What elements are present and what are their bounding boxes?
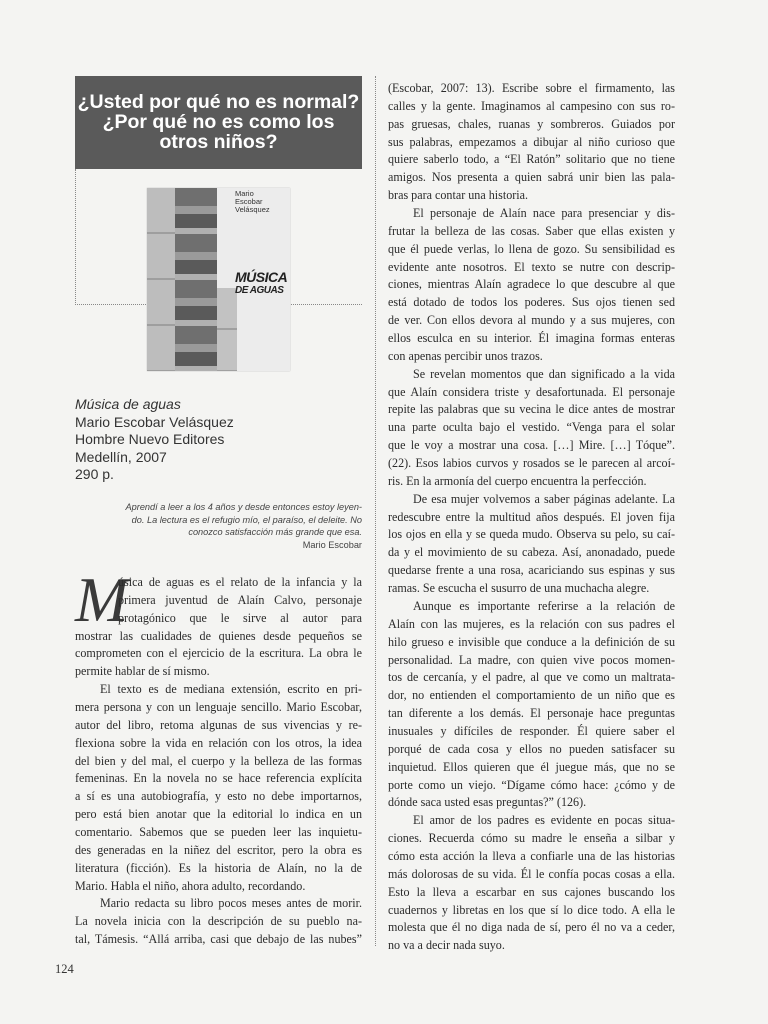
text-line: De esa mujer volvemos a saber páginas adelante. La (413, 491, 675, 506)
text-line: primera juventud de Alaín Calvo, personaje (118, 592, 362, 607)
text-line: Esto la lleva a escarbar en sus cajones buscando los (388, 884, 675, 899)
book-pages: 290 p. (75, 466, 114, 482)
book-place-year: Medellín, 2007 (75, 448, 167, 465)
text-line: femeninas. En la novela no se hace referencia explícita (75, 771, 362, 786)
epigraph-signature: Mario Escobar (302, 539, 362, 550)
text-line: mera persona y con un lenguaje sencillo. Mario Escobar, (75, 700, 362, 715)
text-line: autor del libro, retoma algunas de sus vivencias y re- (75, 717, 362, 732)
left-column-text (75, 574, 362, 949)
text-line: (22). Esos labios curvos y rosados se le parecen al arcoí- (388, 456, 675, 471)
drop-cap: M (75, 564, 129, 635)
text-line: calles y la gente. Imaginamos al campesino con sus ro- (388, 98, 675, 113)
text-line: los ojos en ella y se queda mudo. Observa su pelo, su caí- (388, 527, 675, 542)
text-line: mostrar las cualidades de quienes desde pequeños se (75, 628, 362, 643)
text-line: Alaín con las mujeres, es la relación con sus padres el (388, 616, 675, 631)
text-line: está dotado de todos los poderes. Sus ojos tienen sed (388, 295, 675, 310)
text-line: El personaje de Alaín nace para presenciar y dis- (413, 206, 675, 221)
text-line: no va a decir nada suyo. (388, 938, 505, 953)
text-line: porqué de cada cosa y ellos no pueden satisfacer su (388, 741, 675, 756)
text-line: quiere saberlo todo, a “El Ratón” solitario que no tiene (388, 152, 675, 167)
text-line: frutar la belleza de las cosas. Saber que ellas existen y (388, 223, 675, 238)
cover-author: Mario Escobar Velásquez (235, 189, 270, 214)
text-line: porte como un viejo. “Dígame cómo hace: ¿cómo y de (388, 777, 675, 792)
text-line: redescubre entre la multitud años después. El joven fija (388, 509, 675, 524)
text-line: permite hablar de sí mismo. (75, 664, 210, 679)
text-line: bras para contar una historia. (388, 188, 529, 203)
text-line: comentario. Sabemos que se pueden leer las inquietu- (75, 825, 362, 840)
cover-stone-strip-decoration (175, 188, 217, 371)
book-publisher: Hombre Nuevo Editores (75, 431, 225, 447)
article-title (75, 76, 362, 169)
text-line: flexiona sobre la vida en relación con los otros, la idea (75, 735, 362, 750)
text-line: ciones. Recuerda cómo su madre le enseña a silbar y (388, 831, 675, 846)
text-line: cómo esta acción la lleva a confiarle una de las historias (388, 848, 675, 863)
text-line: que Alaín considera triste y desafortunada. El personaje (388, 384, 675, 399)
text-line: inquietud. Ellos quieren que él juegue más, que no se (388, 759, 675, 774)
text-line: a sí es una autobiografía, y esto no debe importarnos, (75, 789, 362, 804)
text-line: literatura (ficción). Es la historia de Alaín, no la de (75, 860, 362, 875)
bibliographic-info (75, 396, 362, 484)
text-line: dónde saca usted esas preguntas?” (126). (388, 795, 587, 810)
text-line: cuadernos y libretas en los que sí lo dice todo. A ella le (388, 902, 675, 917)
text-line: evidente ante nosotros. El texto se nutre con descrip- (388, 259, 675, 274)
epigraph: Aprendí a leer a los 4 años y desde entonces estoy leyen- do. La lectura es el refugio mío, el paraíso, el deleite. No conozco satisfacción más grande que esa. Mario Escobar (110, 501, 362, 551)
text-line: que él puede verlas, lo llena de gozo. Su sensibilidad es (388, 241, 675, 256)
text-line: tal, Támesis. “Allá arriba, casi que debajo de las nubes” (75, 932, 362, 947)
title-line-1: ¿Usted por qué no es normal? (77, 91, 360, 113)
text-line: ciones, mientras Alaín agradece lo que descubre al que (388, 277, 675, 292)
text-line: hilo grueso e invisible que conduce a la definición de su (388, 634, 675, 649)
text-line: La novela inicia con la descripción de su pueblo na- (75, 914, 362, 929)
text-line: inusuales y difíciles de responder. Él quiere saber el (388, 723, 675, 738)
text-line: Mario redacta su libro pocos meses antes de morir. (100, 896, 362, 911)
text-line: úsica de aguas es el relato de la infancia y la (118, 575, 362, 589)
cover-title: MÚSICA DE AGUAS (235, 269, 288, 296)
right-column-text (388, 80, 675, 955)
cover-tiles-decoration (147, 188, 175, 371)
text-line: Aunque es importante referirse a la relación de (413, 598, 675, 613)
text-line: comprometen con el ejercicio de la escritura. La obra le (75, 646, 362, 661)
text-line: con apenas percibir unos trazos. (388, 348, 543, 363)
text-line: des generadas en la niñez del escritor, pero la obra es (75, 842, 362, 857)
text-line: personalidad. La madre, con quien vive pocos momen- (388, 652, 675, 667)
text-line: protagónico que le sirve al autor para (118, 610, 362, 625)
text-line: Se revelan momentos que dan significado a la vida (413, 366, 675, 381)
text-line: pero está bien anotar que la editorial lo indica en un (75, 807, 362, 822)
text-line: más dolorosas de su vida. Él le confía pocas cosas a ella. (388, 866, 675, 881)
text-line: da y el movimiento de su cabeza. Así, anonadado, puede (388, 545, 675, 560)
text-line: de ver. Con ellos devora al mundo y a sus mujeres, con (388, 313, 675, 328)
text-line: tan diferente a los demás. El personaje hace preguntas (388, 706, 675, 721)
text-line: repite las palabras que su vecina le dice antes de mostrar (388, 402, 675, 417)
title-line-2: ¿Por qué no es como los (102, 111, 335, 133)
text-line: (Escobar, 2007: 13). Escribe sobre el firmamento, las (388, 81, 675, 95)
text-line: quedarse frente a una rosa, acariciando sus espinas y sus (388, 563, 675, 578)
text-line: ellos esculca en su interior. Él imagina formas enteras (388, 331, 675, 346)
column-divider (375, 76, 376, 946)
text-line: Mario. Habla el niño, ahora adulto, recordando. (75, 878, 306, 893)
book-title: Música de aguas (75, 396, 181, 412)
title-line-3: otros niños? (159, 131, 278, 153)
text-line: ramas. Se escucha el susurro de una muchacha alegre. (388, 581, 650, 596)
text-line: El texto es de mediana extensión, escrito en pri- (100, 682, 362, 697)
text-line: molesta que él no diga nada de sí, pero él no va a ceder, (388, 920, 675, 935)
book-author: Mario Escobar Velásquez (75, 413, 234, 430)
text-line: amigos. Nos presenta a quien sabrá unir bien las pala- (388, 170, 675, 185)
cover-tiles-decoration-right (217, 288, 237, 371)
text-line: dor, no entienden el comportamiento de un niño que es (388, 688, 675, 703)
text-line: pas gruesas, chales, ruanas y sombreros. Guiados por (388, 116, 675, 131)
text-line: tos de cercanía, y el padre, al que ve como un maltrata- (388, 670, 675, 685)
text-line: ris. En la armonía del cuerpo encuentra la perfección. (388, 473, 647, 488)
text-line: una parte oculta bajo el vestido. “Venga para el solar (388, 420, 675, 435)
text-line: El amor de los padres es evidente en pocas situa- (413, 813, 675, 828)
text-line: sus palabras, empezamos a dibujar al niño curioso que (388, 134, 675, 149)
book-cover-image (147, 188, 290, 371)
text-line: del bien y del mal, el cuerpo y la belleza de las formas (75, 753, 362, 768)
page-number: 124 (55, 962, 74, 976)
text-line: que le voy a mostrar una cosa. […] Mire. […] Tóque”. (388, 438, 675, 453)
